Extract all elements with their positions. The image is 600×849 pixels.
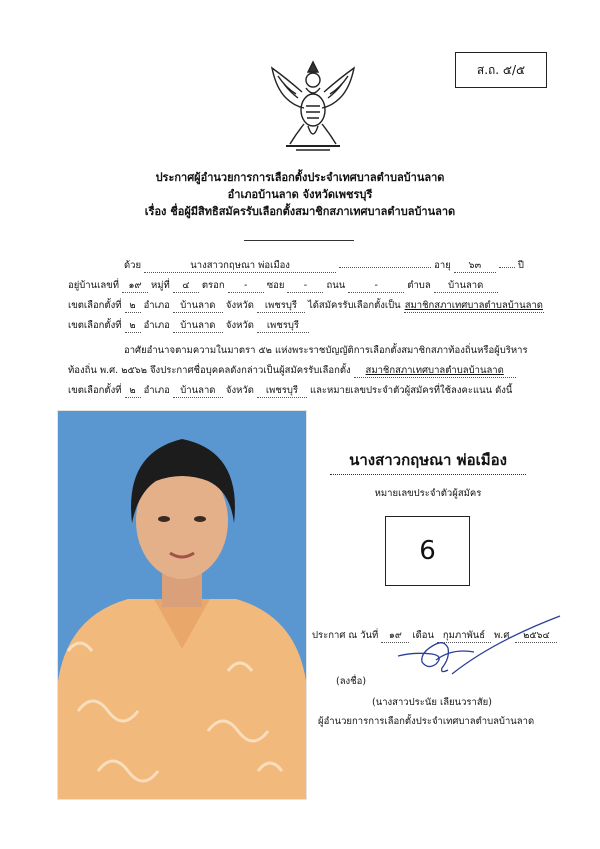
handwritten-signature-icon [392,612,562,688]
header-line-2: อำเภอบ้านลาด จังหวัดเพชรบุรี [227,188,373,201]
signer-title: ผู้อำนวยการการเลือกตั้งประจำเทศบาลตำบลบ้านลาด [318,716,535,727]
filler [339,267,431,268]
position-field-2: สมาชิกสภาเทศบาลตำบลบ้านลาด [354,365,516,378]
house-no-field: ๑๙ [122,280,148,293]
document-code-box [455,52,547,88]
province-field-2: เพชรบุรี [257,320,309,333]
trok-field: - [228,280,264,293]
header-line-1: ประกาศผู้อำนวยการการเลือกตั้งประจำเทศบาลตำบลบ้านลาด [155,171,445,184]
header-divider [244,240,354,241]
soi-field: - [287,280,323,293]
tambon-field: บ้านลาด [434,280,498,293]
month-field: กุมภาพันธ์ [437,630,491,643]
para1-line1: ด้วย นางสาวกฤษณา พ่อเมือง อายุ ๖๓ ปี [124,260,524,271]
applicant-name-field: นางสาวกฤษณา พ่อเมือง [144,260,336,273]
candidate-photo [57,410,307,800]
position-field: สมาชิกสภาเทศบาลตำบลบ้านลาด [404,300,543,311]
para1-line3: เขตเลือกตั้งที่ ๒ อำเภอ บ้านลาด จังหวัด เพชรบุรี ได้สมัครรับเลือกตั้งเป็น สมาชิกสภาเทศบาลตำบลบ้านลาด [68,300,543,311]
para2-line1: อาศัยอำนาจตามความในมาตรา ๕๒ แห่งพระราชบัญญัติการเลือกตั้งสมาชิกสภาท้องถิ่นหรือผู้บริหาร [124,345,528,356]
candidate-number: 6 [419,536,436,566]
amphoe-field: บ้านลาด [173,300,223,313]
province-field-3: เพชรบุรี [257,385,307,398]
candidate-name: นางสาวกฤษณา พ่อเมือง [330,448,526,475]
zone-field: ๒ [125,300,141,313]
candidate-number-label: หมายเลขประจำตัวผู้สมัคร [374,488,482,499]
header-line-3: เรื่อง ชื่อผู้มีสิทธิสมัครรับเลือกตั้งสมาชิกสภาเทศบาลตำบลบ้านลาด [144,205,456,218]
para1-line4: เขตเลือกตั้งที่ ๒ อำเภอ บ้านลาด จังหวัด เพชรบุรี [68,318,309,333]
age-field: ๖๓ [454,260,496,273]
day-field: ๑๙ [381,630,409,643]
zone-field-2: ๒ [125,320,141,333]
year-field: ๒๕๖๔ [515,630,557,643]
para2-line2: ท้องถิ่น พ.ศ. ๒๕๖๒ จึงประกาศชื่อบุคคลดังกล่าวเป็นผู้สมัครรับเลือกตั้ง สมาชิกสภาเทศบาลตำบลบ้านลาด [68,363,516,378]
document-code: ส.ถ. ๕/๕ [476,62,526,77]
amphoe-field-3: บ้านลาด [173,385,223,398]
filler-age [499,267,515,268]
moo-field: ๔ [173,280,199,293]
para1-line2: อยู่บ้านเลขที่ ๑๙ หมู่ที่ ๔ ตรอก - ซอย - ถนน - ตำบล บ้านลาด [68,278,498,293]
candidate-number-box [385,516,470,586]
province-field: เพชรบุรี [257,300,305,313]
announcement-date-line: ประกาศ ณ วันที่ ๑๙ เดือน กุมภาพันธ์ พ.ศ. ๒๕๖๔ [312,628,557,643]
garuda-emblem-icon [266,58,360,154]
signer-name: (นางสาวประนัย เลียนวราสัย) [372,697,492,708]
para2-line3: เขตเลือกตั้งที่ ๒ อำเภอ บ้านลาด จังหวัด เพชรบุรี และหมายเลขประจำตัวผู้สมัครที่ใช้ลงคะแนน ดังนี้ [68,385,513,396]
road-field: - [348,280,404,293]
zone-field-3: ๒ [125,385,141,398]
candidate-portrait-icon [58,411,306,799]
amphoe-field-2: บ้านลาด [173,320,223,333]
signed-label: (ลงชื่อ) [336,676,367,687]
